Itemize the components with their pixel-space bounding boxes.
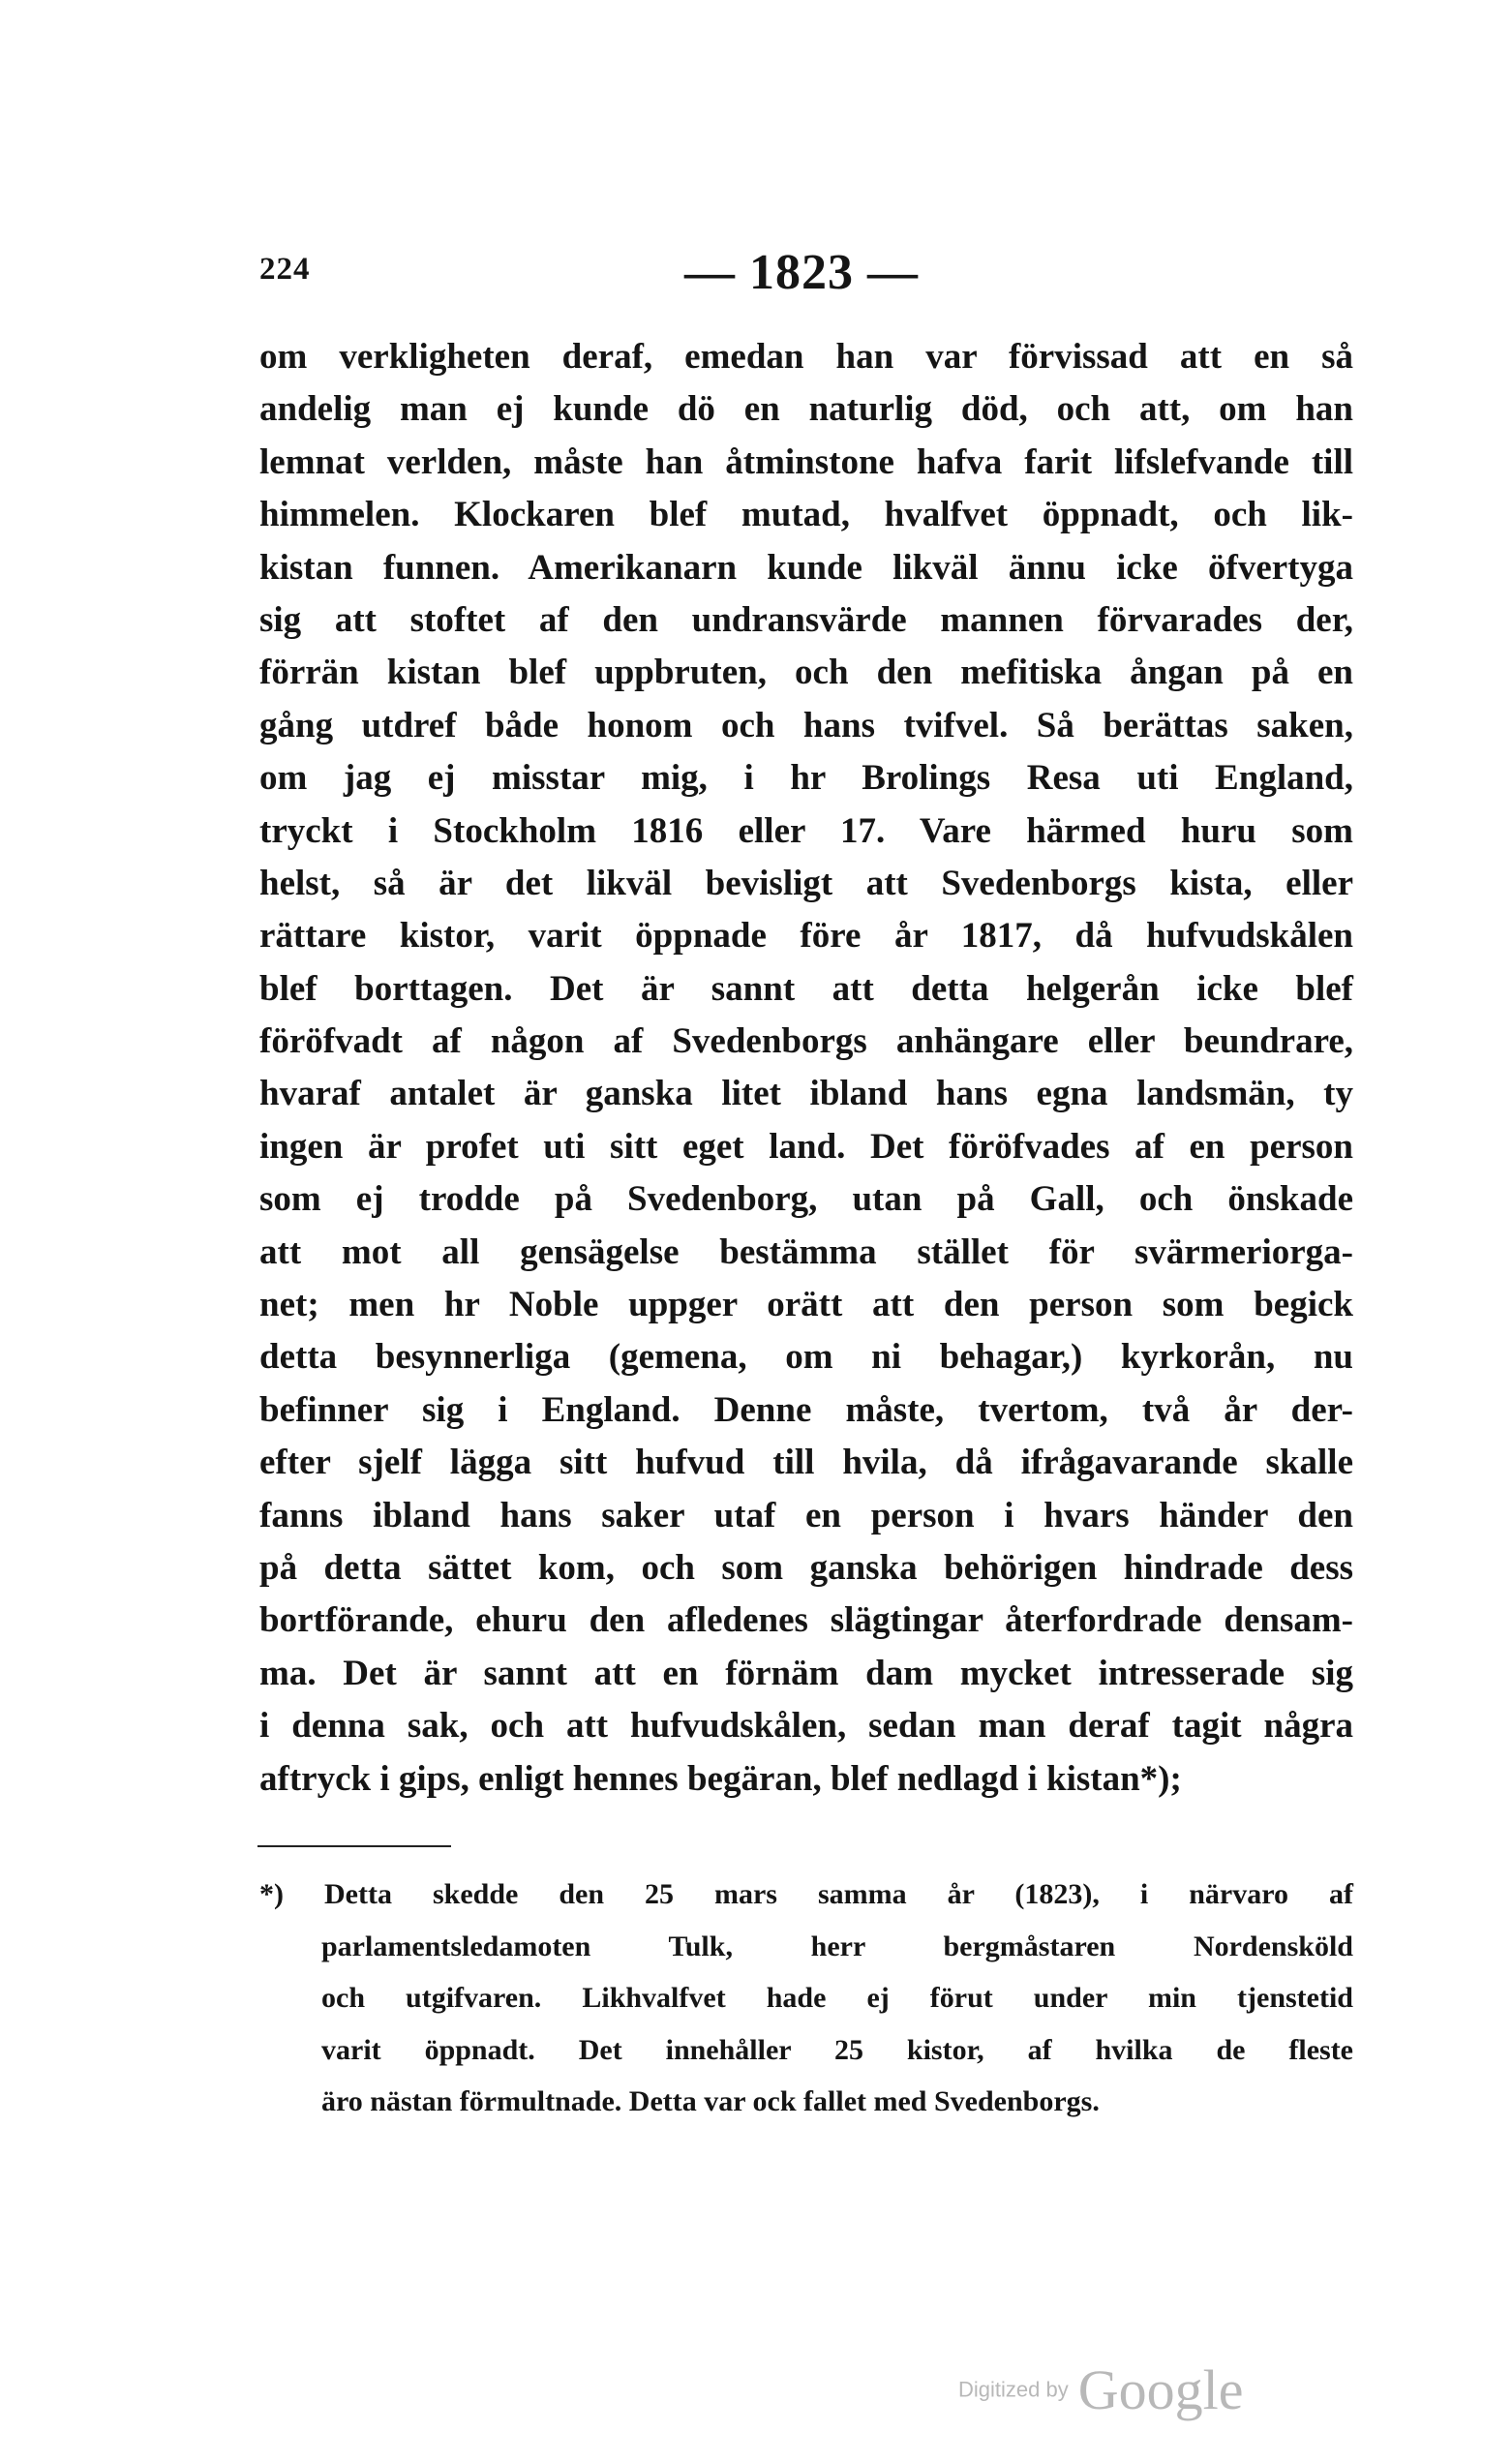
body-line: efter sjelf lägga sitt hufvud till hvila, då ifrågavarande skalle [259,1443,1353,1483]
body-line: helst, så är det likväl bevisligt att Svedenborgs kista, eller [259,863,1353,903]
body-text [259,331,1353,1806]
body-line: i denna sak, och att hufvudskålen, sedan man deraf tagit några [259,1706,1353,1747]
body-line: bortförande, ehuru den afledenes slägtingar återfordrade densam- [259,1600,1353,1641]
body-line: andelig man ej kunde dö en naturlig död, och att, om han [259,389,1353,430]
body-line: om verkligheten deraf, emedan han var förvissad att en så [259,337,1353,377]
body-line: fanns ibland hans saker utaf en person i hvars händer den [259,1495,1353,1535]
body-line: om jag ej misstar mig, i hr Brolings Resa uti England, [259,758,1353,799]
footnote-line: *) Detta skedde den 25 mars samma år (1823), i närvaro af [259,1878,1353,1910]
footnote-line: äro nästan förmultnade. Detta var ock fallet med Svedenborgs. [321,2085,1100,2117]
body-line: att mot all gensägelse bestämma stället för svärmeriorga- [259,1231,1353,1272]
body-line: hvaraf antalet är ganska litet ibland hans egna landsmän, ty [259,1074,1353,1114]
footnote-divider [257,1845,451,1847]
watermark-prefix: Digitized by [958,2377,1069,2402]
body-line: förrän kistan blef uppbruten, och den mefitiska ångan på en [259,653,1353,693]
body-line: sig att stoftet af den undransvärde mannen förvarades der, [259,599,1353,640]
footnote [259,1869,1353,2128]
body-line: ma. Det är sannt att en förnäm dam mycket intresserade sig [259,1653,1353,1693]
body-line: befinner sig i England. Denne måste, tvertom, två år der- [259,1389,1353,1430]
body-line: detta besynnerliga (gemena, om ni behagar,) kyrkorån, nu [259,1337,1353,1378]
body-line: rättare kistor, varit öppnade före år 1817, då hufvudskålen [259,916,1353,957]
running-head-year: — 1823 — [684,245,919,300]
body-line: himmelen. Klockaren blef mutad, hvalfvet öppnadt, och lik- [259,495,1353,535]
body-line: lemnat verlden, måste han åtminstone hafva farit lifslefvande till [259,441,1353,482]
body-line: gång utdref både honom och hans tvifvel. Så berättas saken, [259,705,1353,745]
google-logo: Google [1077,2358,1244,2421]
body-line: ingen är profet uti sitt eget land. Det föröfvades af en person [259,1126,1353,1167]
body-line: på detta sättet kom, och som ganska behörigen hindrade dess [259,1547,1353,1588]
footnote-line: parlamentsledamoten Tulk, herr bergmåstaren Nordensköld [321,1930,1353,1962]
digitized-by-watermark [958,2357,1243,2422]
body-line: föröfvadt af någon af Svedenborgs anhängare eller beundrare, [259,1021,1353,1062]
body-line: kistan funnen. Amerikanarn kunde likväl ännu icke öfvertyga [259,547,1353,588]
body-line: som ej trodde på Svedenborg, utan på Gall, och önskade [259,1179,1353,1220]
body-line: aftryck i gips, enligt hennes begäran, blef nedlagd i kistan*); [259,1758,1182,1799]
footnote-line: varit öppnadt. Det innehåller 25 kistor, af hvilka de fleste [321,2033,1353,2066]
footnote-line: och utgifvaren. Likhvalfvet hade ej förut under min tjenstetid [321,1982,1353,2014]
body-line: blef borttagen. Det är sannt att detta helgerån icke blef [259,968,1353,1009]
page-number: 224 [259,252,311,287]
body-line: net; men hr Noble uppger orätt att den person som begick [259,1285,1353,1325]
body-line: tryckt i Stockholm 1816 eller 17. Vare härmed huru som [259,810,1353,851]
page-header [259,244,1353,298]
